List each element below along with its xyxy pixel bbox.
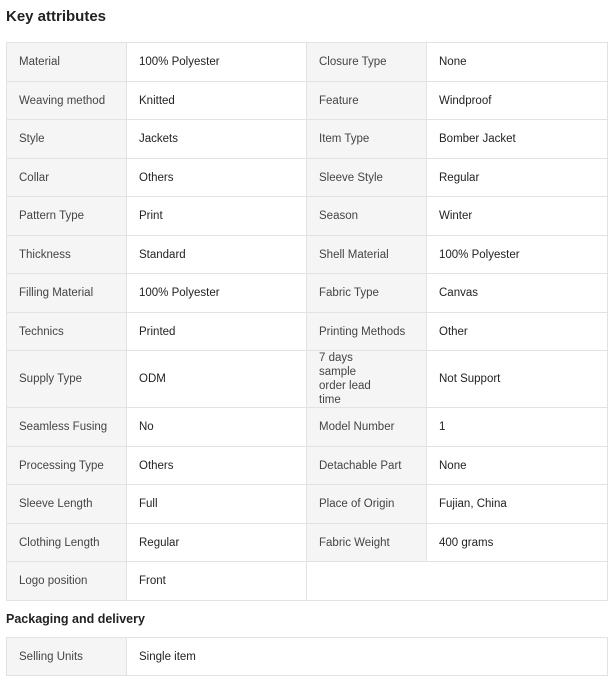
attribute-label-fabric-type: Fabric Type: [307, 274, 427, 313]
attribute-value-technics: Printed: [127, 313, 307, 351]
attribute-row: [7, 485, 608, 524]
attribute-label-item-type: Item Type: [307, 120, 427, 159]
attribute-value-feature: Windproof: [427, 82, 608, 120]
attribute-row: [7, 159, 608, 197]
attribute-value-filling-material: 100% Polyester: [127, 274, 307, 313]
attribute-row: [7, 524, 608, 562]
attribute-label-collar: Collar: [7, 159, 127, 197]
attribute-value-closure-type: None: [427, 43, 608, 82]
attribute-row: [7, 562, 608, 601]
attribute-label-technics: Technics: [7, 313, 127, 351]
attribute-label-supply-type: Supply Type: [7, 351, 127, 408]
attribute-label-filling-material: Filling Material: [7, 274, 127, 313]
attribute-value-weaving-method: Knitted: [127, 82, 307, 120]
attribute-label-seamless-fusing: Seamless Fusing: [7, 408, 127, 447]
attribute-value-model-number: 1: [427, 408, 608, 447]
attribute-label-logo-position: Logo position: [7, 562, 127, 601]
attribute-value-place-of-origin: Fujian, China: [427, 485, 608, 524]
attribute-row: [7, 43, 608, 82]
attribute-value-style: Jackets: [127, 120, 307, 159]
attribute-value-7-days-sample-order-lead-time: Not Support: [427, 351, 608, 408]
attribute-value-material: 100% Polyester: [127, 43, 307, 82]
attribute-row: [7, 313, 608, 351]
packaging-row: [7, 638, 608, 676]
attribute-value-item-type: Bomber Jacket: [427, 120, 608, 159]
attribute-value-season: Winter: [427, 197, 608, 236]
packaging-value-selling-units: Single item: [127, 638, 608, 676]
attribute-label-model-number: Model Number: [307, 408, 427, 447]
attribute-value-fabric-type: Canvas: [427, 274, 608, 313]
attribute-label-detachable-part: Detachable Part: [307, 447, 427, 485]
attribute-label-season: Season: [307, 197, 427, 236]
key-attributes-title: Key attributes: [6, 8, 107, 25]
attribute-row: [7, 236, 608, 274]
attribute-label-shell-material: Shell Material: [307, 236, 427, 274]
attribute-value-fabric-weight: 400 grams: [427, 524, 608, 562]
attribute-label-place-of-origin: Place of Origin: [307, 485, 427, 524]
attribute-row: [7, 120, 608, 159]
packaging-table: [6, 637, 608, 676]
attribute-row: [7, 82, 608, 120]
attribute-label-pattern-type: Pattern Type: [7, 197, 127, 236]
attribute-label-7-days-sample-order-lead-time: 7 days sample order lead time: [307, 351, 427, 408]
attribute-value-seamless-fusing: No: [127, 408, 307, 447]
attribute-label-thickness: Thickness: [7, 236, 127, 274]
attribute-label-closure-type: Closure Type: [307, 43, 427, 82]
attribute-label-fabric-weight: Fabric Weight: [307, 524, 427, 562]
attribute-value-printing-methods: Other: [427, 313, 608, 351]
attribute-label-feature: Feature: [307, 82, 427, 120]
packaging-label-selling-units: Selling Units: [7, 638, 127, 676]
attribute-row: [7, 274, 608, 313]
attribute-label-style: Style: [7, 120, 127, 159]
attribute-row: [7, 408, 608, 447]
attribute-value-sleeve-style: Regular: [427, 159, 608, 197]
attribute-value-detachable-part: None: [427, 447, 608, 485]
attribute-label-sleeve-style: Sleeve Style: [307, 159, 427, 197]
attribute-label-clothing-length: Clothing Length: [7, 524, 127, 562]
attribute-value-sleeve-length: Full: [127, 485, 307, 524]
attribute-label-sleeve-length: Sleeve Length: [7, 485, 127, 524]
attribute-label-material: Material: [7, 43, 127, 82]
attribute-value-pattern-type: Print: [127, 197, 307, 236]
attribute-label-printing-methods: Printing Methods: [307, 313, 427, 351]
attribute-row: [7, 447, 608, 485]
key-attributes-table: [6, 42, 608, 601]
attribute-label-weaving-method: Weaving method: [7, 82, 127, 120]
attribute-value-logo-position: Front: [127, 562, 307, 601]
attribute-value-processing-type: Others: [127, 447, 307, 485]
attribute-label-processing-type: Processing Type: [7, 447, 127, 485]
attribute-value-shell-material: 100% Polyester: [427, 236, 608, 274]
attribute-row: [7, 197, 608, 236]
attribute-value-supply-type: ODM: [127, 351, 307, 408]
attribute-value-collar: Others: [127, 159, 307, 197]
empty-cell: [307, 562, 608, 601]
attribute-value-clothing-length: Regular: [127, 524, 307, 562]
attribute-row: [7, 351, 608, 408]
attribute-value-thickness: Standard: [127, 236, 307, 274]
packaging-title: Packaging and delivery: [6, 612, 145, 626]
